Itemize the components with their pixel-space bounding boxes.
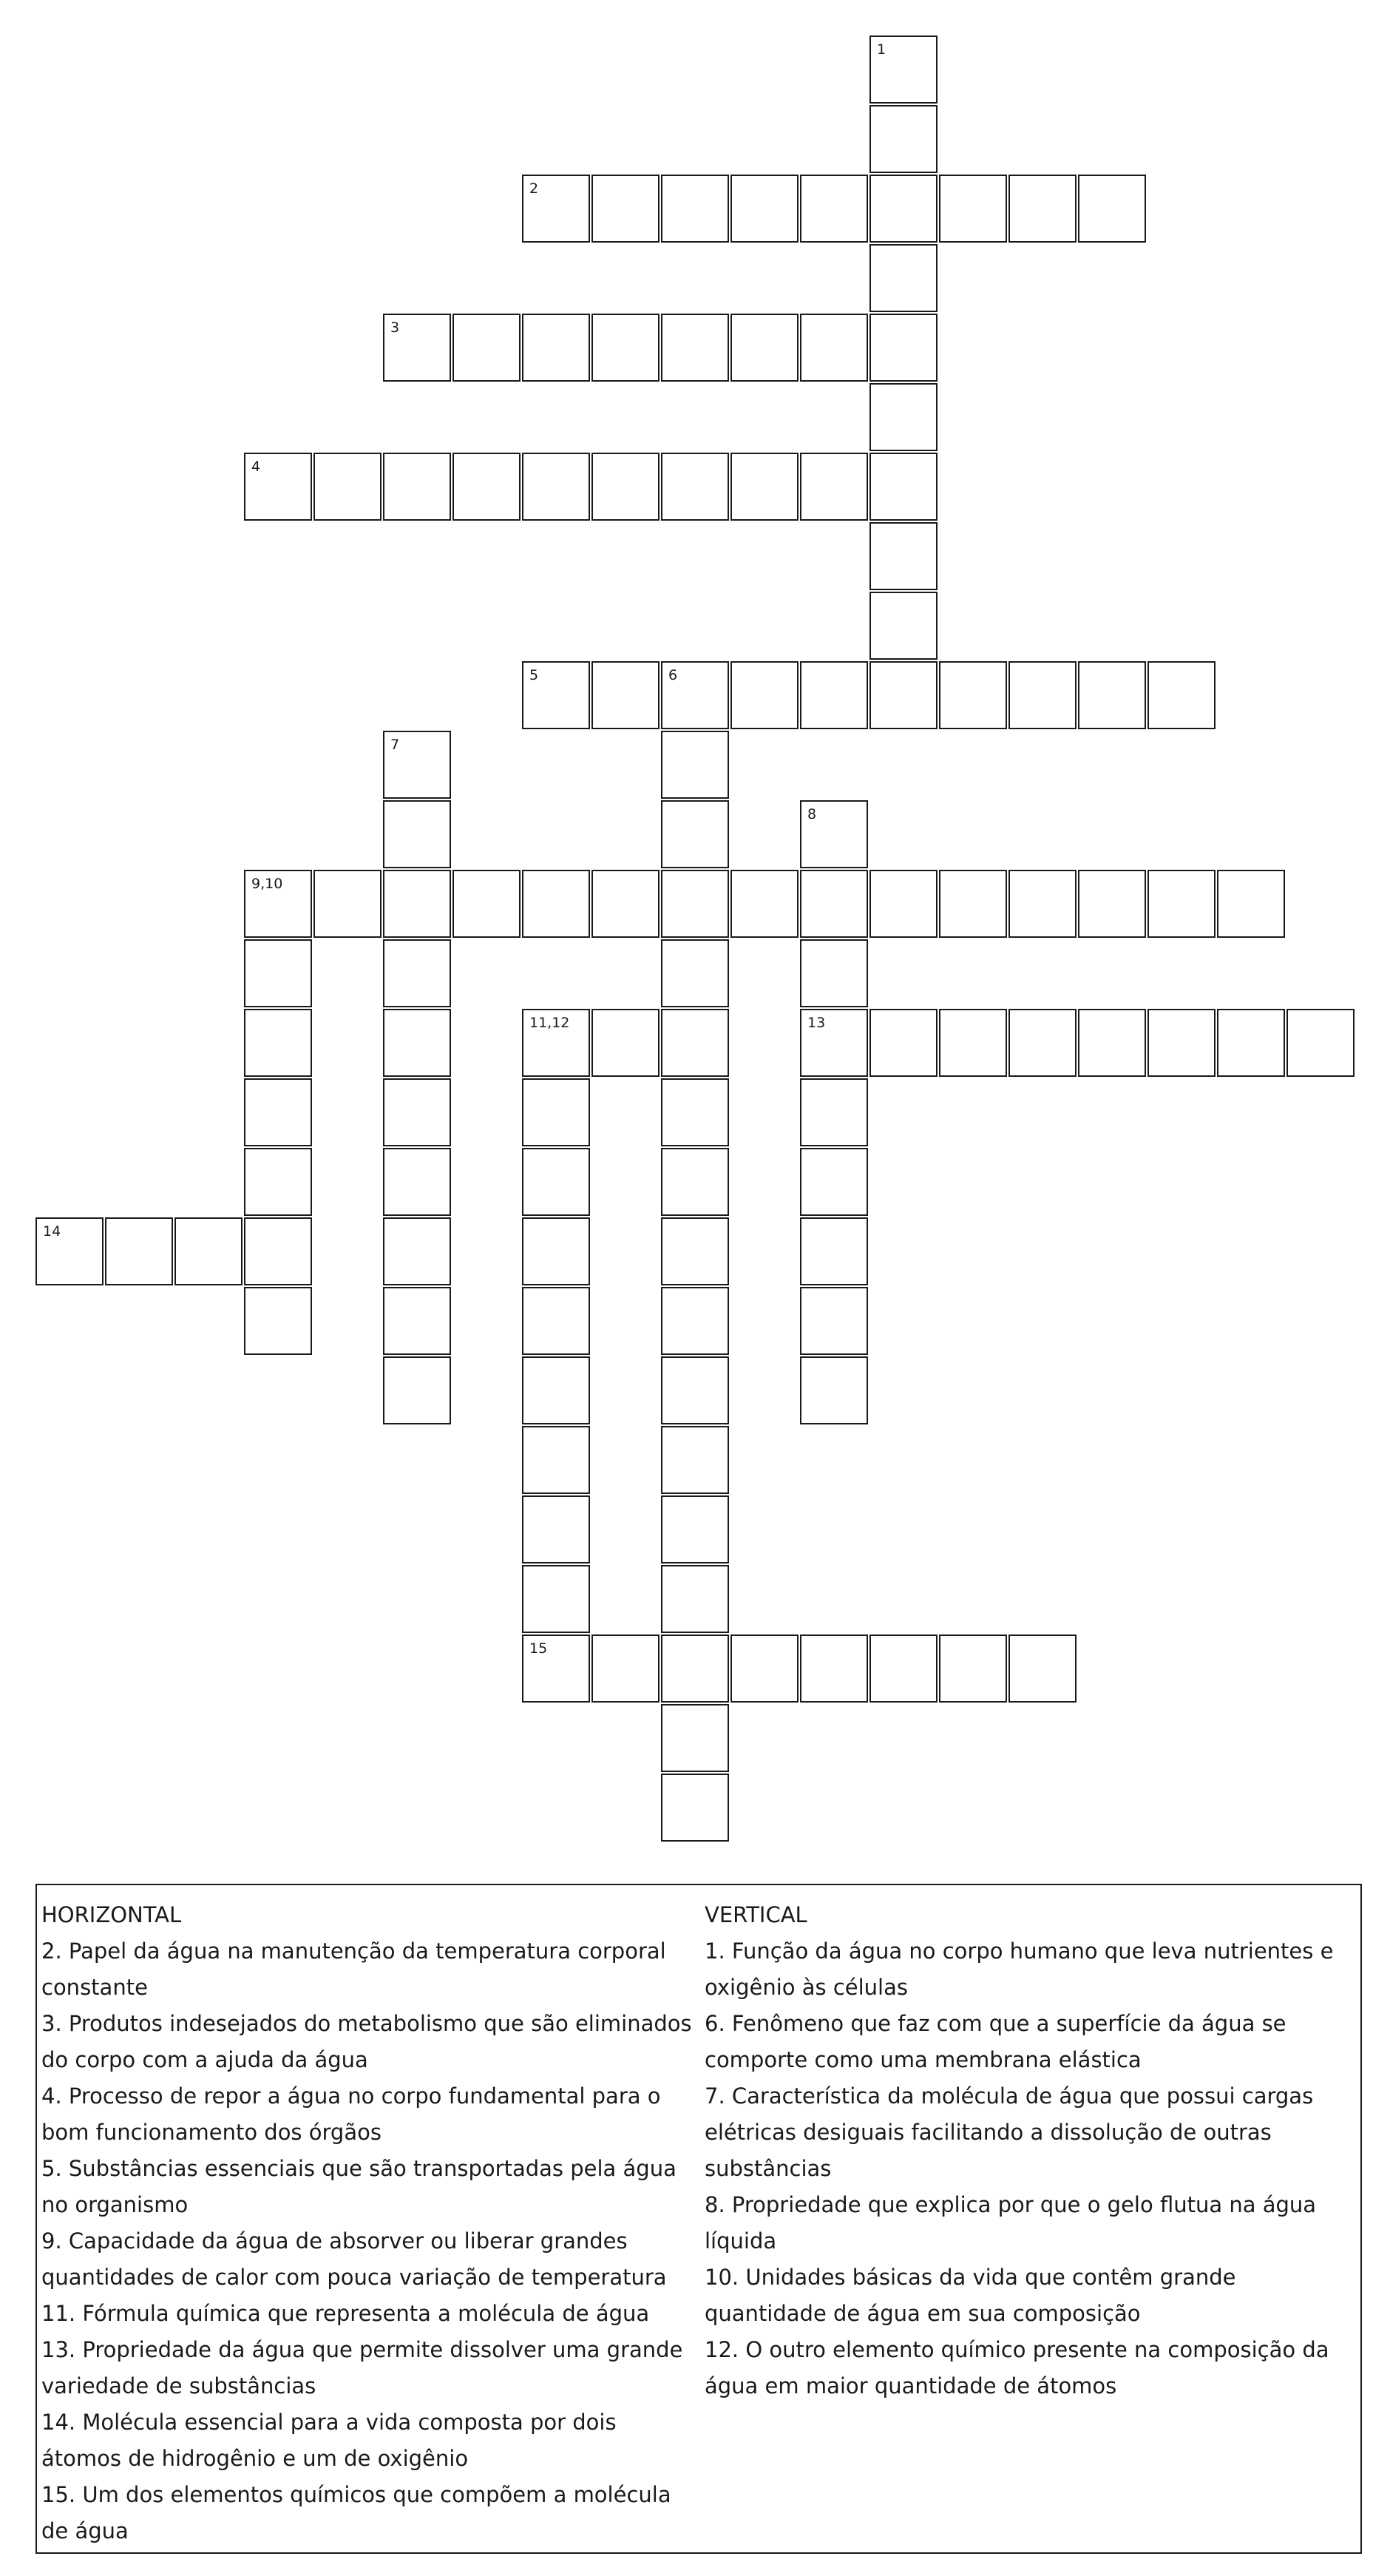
crossword-cell[interactable]: [800, 661, 868, 729]
crossword-cell[interactable]: [869, 1634, 938, 1703]
crossword-cell[interactable]: [1008, 870, 1077, 938]
crossword-cell[interactable]: [661, 939, 729, 1007]
crossword-cell[interactable]: [383, 1217, 451, 1285]
crossword-cell[interactable]: [591, 1009, 660, 1077]
clue-number: 2: [529, 180, 539, 197]
crossword-cell[interactable]: [105, 1217, 173, 1285]
crossword-cell[interactable]: [522, 1495, 590, 1563]
crossword-cell[interactable]: [869, 592, 938, 660]
crossword-cell[interactable]: [522, 453, 590, 521]
clue-panel: [35, 1884, 1362, 2554]
crossword-cell[interactable]: [591, 1634, 660, 1703]
clue-across-13: 13. Propriedade da água que permite dissolver uma grande variedade de substâncias: [41, 2337, 683, 2398]
clue-number: 14: [43, 1223, 61, 1240]
crossword-cell[interactable]: [1078, 175, 1146, 243]
crossword-cell[interactable]: [522, 661, 590, 729]
crossword-cell[interactable]: [661, 1287, 729, 1355]
crossword-cell[interactable]: [869, 870, 938, 938]
crossword-cell[interactable]: [661, 1426, 729, 1494]
crossword-cell[interactable]: [313, 870, 382, 938]
clue-down-10: 10. Unidades básicas da vida que contêm grande quantidade de água em sua composição: [705, 2265, 1236, 2326]
clue-number: 4: [251, 459, 261, 475]
crossword-cell[interactable]: [244, 1009, 312, 1077]
crossword-cell[interactable]: [730, 175, 799, 243]
crossword-cell[interactable]: [661, 314, 729, 382]
clue-across-14: 14. Molécula essencial para a vida composta por dois átomos de hidrogênio e um de oxigênio: [41, 2410, 617, 2471]
crossword-cell[interactable]: [591, 175, 660, 243]
crossword-cell[interactable]: [800, 1634, 868, 1703]
clue-across-5: 5. Substâncias essenciais que são transportadas pela água no organismo: [41, 2156, 677, 2217]
clue-number: 6: [668, 667, 678, 683]
crossword-cell[interactable]: [869, 661, 938, 729]
crossword-cell[interactable]: [800, 1148, 868, 1216]
crossword-cell[interactable]: [244, 1078, 312, 1146]
crossword-cell[interactable]: [522, 870, 590, 938]
crossword-cell[interactable]: [800, 175, 868, 243]
crossword-cell[interactable]: [869, 314, 938, 382]
crossword-cell[interactable]: [800, 800, 868, 868]
crossword-cell[interactable]: [522, 1287, 590, 1355]
crossword-cell[interactable]: [244, 453, 312, 521]
crossword-cell[interactable]: [383, 870, 451, 938]
crossword-cell[interactable]: [661, 800, 729, 868]
crossword-cell[interactable]: [383, 939, 451, 1007]
crossword-cell[interactable]: [1286, 1009, 1355, 1077]
crossword-cell[interactable]: [730, 661, 799, 729]
crossword-cell[interactable]: [1078, 661, 1146, 729]
crossword-cell[interactable]: [939, 661, 1007, 729]
crossword-cell[interactable]: [591, 453, 660, 521]
crossword-cell[interactable]: [869, 1009, 938, 1077]
crossword-cell[interactable]: [383, 1287, 451, 1355]
vertical-heading: VERTICAL: [705, 1902, 807, 1927]
crossword-cell[interactable]: [383, 1148, 451, 1216]
crossword-cell[interactable]: [591, 661, 660, 729]
clue-across-3: 3. Produtos indesejados do metabolismo que são eliminados do corpo com a ajuda da água: [41, 2011, 692, 2072]
clue-number: 5: [529, 667, 539, 683]
clue-across-9: 9. Capacidade da água de absorver ou liberar grandes quantidades de calor com pouca variação de temperatura: [41, 2228, 667, 2290]
crossword-cell[interactable]: [869, 175, 938, 243]
crossword-cell[interactable]: [383, 1078, 451, 1146]
crossword-cell[interactable]: [661, 1774, 729, 1842]
clue-down-8: 8. Propriedade que explica por que o gelo flutua na água líquida: [705, 2192, 1317, 2254]
clue-number: 13: [807, 1015, 826, 1031]
crossword-cell[interactable]: [244, 870, 312, 938]
crossword-cell[interactable]: [1008, 1009, 1077, 1077]
crossword-cell[interactable]: [452, 870, 521, 938]
crossword-cell[interactable]: [661, 453, 729, 521]
crossword-cell[interactable]: [800, 870, 868, 938]
crossword-cell[interactable]: [452, 314, 521, 382]
crossword-cell[interactable]: [522, 1217, 590, 1285]
crossword-cell[interactable]: [522, 1634, 590, 1703]
crossword-cell[interactable]: [1078, 870, 1146, 938]
crossword-cell[interactable]: [522, 1426, 590, 1494]
crossword-cell[interactable]: [800, 314, 868, 382]
crossword-cell[interactable]: [383, 800, 451, 868]
crossword-cell[interactable]: [591, 870, 660, 938]
crossword-cell[interactable]: [800, 1009, 868, 1077]
crossword-cell[interactable]: [661, 1565, 729, 1633]
crossword-cell[interactable]: [522, 175, 590, 243]
crossword-cell[interactable]: [800, 1217, 868, 1285]
crossword-cell[interactable]: [661, 1217, 729, 1285]
crossword-cell[interactable]: [800, 1287, 868, 1355]
crossword-cell[interactable]: [661, 1148, 729, 1216]
crossword-cell[interactable]: [800, 1356, 868, 1424]
clue-down-1: 1. Função da água no corpo humano que leva nutrientes e oxigênio às células: [705, 1938, 1334, 2000]
crossword-cell[interactable]: [869, 383, 938, 451]
crossword-cell[interactable]: [452, 453, 521, 521]
crossword-cell[interactable]: [661, 1495, 729, 1563]
crossword-cell[interactable]: [1147, 1009, 1216, 1077]
crossword-cell[interactable]: [174, 1217, 243, 1285]
crossword-cell[interactable]: [800, 939, 868, 1007]
crossword-cell[interactable]: [1147, 870, 1216, 938]
clue-down-7: 7. Característica da molécula de água que possui cargas elétricas desiguais facilitando a dissolução de outras substâncias: [705, 2083, 1314, 2181]
clue-down-12: 12. O outro elemento químico presente na composição da água em maior quantidade de átomos: [705, 2337, 1329, 2398]
crossword-cell[interactable]: [869, 522, 938, 590]
clue-across-4: 4. Processo de repor a água no corpo fundamental para o bom funcionamento dos órgãos: [41, 2083, 661, 2145]
crossword-cell[interactable]: [383, 453, 451, 521]
crossword-cell[interactable]: [522, 1565, 590, 1633]
crossword-cell[interactable]: [1008, 1634, 1077, 1703]
clue-number: 11,12: [529, 1015, 570, 1031]
crossword-cell[interactable]: [1217, 1009, 1285, 1077]
crossword-cell[interactable]: [661, 1356, 729, 1424]
crossword-cell[interactable]: [1217, 870, 1285, 938]
crossword-cell[interactable]: [661, 661, 729, 729]
crossword-cell[interactable]: [35, 1217, 104, 1285]
crossword-cell[interactable]: [661, 870, 729, 938]
crossword-cell[interactable]: [730, 1634, 799, 1703]
crossword-cell[interactable]: [522, 1009, 590, 1077]
crossword-cell[interactable]: [522, 1356, 590, 1424]
vertical-clues-column: [705, 1897, 1359, 2404]
crossword-cell[interactable]: [244, 1287, 312, 1355]
crossword-cell[interactable]: [244, 939, 312, 1007]
crossword-cell[interactable]: [939, 175, 1007, 243]
crossword-cell[interactable]: [661, 731, 729, 799]
crossword-cell[interactable]: [869, 105, 938, 173]
crossword-cell[interactable]: [383, 731, 451, 799]
crossword-cell[interactable]: [939, 870, 1007, 938]
crossword-cell[interactable]: [661, 1009, 729, 1077]
crossword-cell[interactable]: [244, 1148, 312, 1216]
clue-number: 8: [807, 806, 817, 822]
crossword-cell[interactable]: [244, 1217, 312, 1285]
crossword-cell[interactable]: [869, 244, 938, 312]
crossword-cell[interactable]: [383, 1356, 451, 1424]
clue-number: 3: [390, 320, 400, 336]
clue-number: 7: [390, 737, 400, 753]
crossword-cell[interactable]: [869, 453, 938, 521]
crossword-cell[interactable]: [1147, 661, 1216, 729]
clue-down-6: 6. Fenômeno que faz com que a superfície da água se comporte como uma membrana elástica: [705, 2011, 1286, 2072]
crossword-cell[interactable]: [800, 1078, 868, 1146]
clue-across-15: 15. Um dos elementos químicos que compõem a molécula de água: [41, 2482, 671, 2543]
crossword-cell[interactable]: [800, 453, 868, 521]
crossword-cell[interactable]: [661, 1704, 729, 1772]
crossword-cell[interactable]: [730, 314, 799, 382]
crossword-cell[interactable]: [1008, 175, 1077, 243]
clue-across-2: 2. Papel da água na manutenção da temperatura corporal constante: [41, 1938, 666, 2000]
clue-number: 15: [529, 1640, 548, 1657]
crossword-cell[interactable]: [1008, 661, 1077, 729]
crossword-cell[interactable]: [383, 314, 451, 382]
clue-number: 1: [877, 41, 886, 58]
crossword-cell[interactable]: [939, 1009, 1007, 1077]
crossword-cell[interactable]: [591, 314, 660, 382]
crossword-cell[interactable]: [730, 870, 799, 938]
crossword-cell[interactable]: [313, 453, 382, 521]
clue-number: 9,10: [251, 876, 283, 892]
crossword-cell[interactable]: [661, 175, 729, 243]
crossword-cell[interactable]: [730, 453, 799, 521]
horizontal-clues-column: [41, 1897, 699, 2549]
crossword-cell[interactable]: [939, 1634, 1007, 1703]
crossword-cell[interactable]: [661, 1634, 729, 1703]
horizontal-heading: HORIZONTAL: [41, 1902, 182, 1927]
crossword-cell[interactable]: [383, 1009, 451, 1077]
crossword-cell[interactable]: [1078, 1009, 1146, 1077]
crossword-cell[interactable]: [869, 36, 938, 104]
crossword-cell[interactable]: [522, 314, 590, 382]
crossword-cell[interactable]: [522, 1078, 590, 1146]
clue-across-11: 11. Fórmula química que representa a molécula de água: [41, 2301, 650, 2326]
crossword-cell[interactable]: [522, 1148, 590, 1216]
crossword-cell[interactable]: [661, 1078, 729, 1146]
